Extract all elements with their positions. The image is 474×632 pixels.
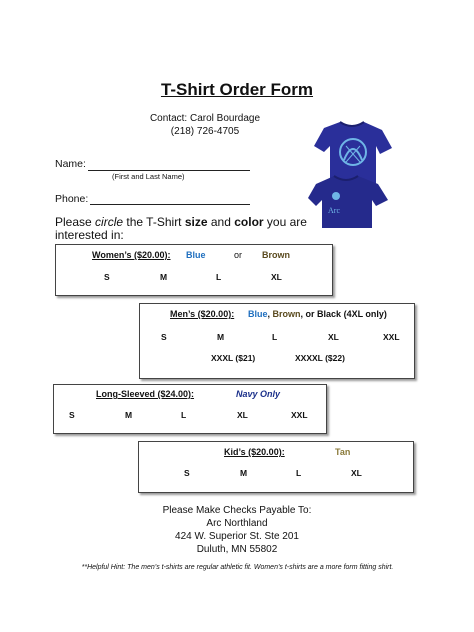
instructions [55, 216, 315, 242]
blue-tshirt-photo [306, 118, 396, 230]
long-size-xl[interactable]: XL [237, 410, 248, 420]
svg-text:Arc: Arc [328, 206, 340, 215]
name-hint: (First and Last Name) [112, 172, 185, 181]
prompt-size: size [184, 215, 208, 229]
womens-size-s[interactable]: S [104, 272, 110, 282]
payment-info [0, 504, 474, 556]
kids-size-l[interactable]: L [296, 468, 302, 478]
tshirt-front-icon [308, 176, 388, 228]
payee-name: Arc Northland [206, 518, 268, 529]
phone-input-line[interactable] [90, 204, 250, 205]
long-size-l[interactable]: L [181, 410, 187, 420]
long-sleeved-box [53, 384, 327, 434]
name-input-line[interactable] [88, 170, 250, 171]
mens-size-s[interactable]: S [161, 332, 167, 342]
mens-4xl: 4XL [346, 309, 363, 319]
kids-box [138, 441, 414, 493]
womens-color-blue[interactable]: Blue [186, 250, 206, 260]
prompt-text-4: you are interested in: [55, 215, 307, 242]
womens-header: Women’s ($20.00): [92, 250, 171, 260]
long-sleeved-header: Long-Sleeved ($24.00): [96, 389, 195, 399]
prompt-text-1: Please [55, 215, 96, 229]
womens-box [55, 244, 333, 296]
long-size-m[interactable]: M [125, 410, 133, 420]
long-size-xxl[interactable]: XXL [291, 410, 308, 420]
payee-street: 424 W. Superior St. Ste 201 [175, 531, 299, 542]
contact-name: Contact: Carol Bourdage [149, 113, 261, 124]
womens-color-brown[interactable]: Brown [262, 250, 290, 260]
form-title: T-Shirt Order Form [160, 80, 314, 99]
mens-close: only) [362, 309, 387, 319]
prompt-text-3: and [207, 215, 235, 229]
mens-size-xxxxl[interactable]: XXXXL ($22) [295, 353, 345, 363]
kids-size-xl[interactable]: XL [351, 468, 362, 478]
kids-color-tan[interactable]: Tan [335, 447, 351, 457]
mens-size-l[interactable]: L [272, 332, 278, 342]
kids-header: Kid’s ($20.00): [224, 447, 285, 457]
kids-size-s[interactable]: S [184, 468, 190, 478]
payee-city: Duluth, MN 55802 [196, 544, 278, 555]
mens-size-xxl[interactable]: XXL [383, 332, 400, 342]
mens-color-blue[interactable]: Blue [248, 309, 268, 319]
mens-size-m[interactable]: M [217, 332, 225, 342]
prompt-text-2: the T-Shirt [123, 215, 185, 229]
mens-size-xl[interactable]: XL [328, 332, 339, 342]
womens-size-m[interactable]: M [160, 272, 168, 282]
contact-phone: (218) 726-4705 [170, 126, 240, 137]
prompt-color: color [234, 215, 264, 229]
contact-info [100, 112, 310, 138]
mens-colors [248, 309, 387, 319]
womens-or: or [234, 250, 243, 260]
mens-header: Men’s ($20.00): [170, 309, 235, 319]
mens-box [139, 303, 415, 379]
phone-label: Phone: [55, 193, 89, 205]
womens-size-l[interactable]: L [216, 272, 222, 282]
mens-comma: , [267, 309, 271, 319]
prompt-circle: circle [95, 215, 124, 229]
name-label: Name: [55, 158, 86, 170]
payable-to-label: Please Make Checks Payable To: [162, 505, 312, 516]
womens-size-xl[interactable]: XL [271, 272, 282, 282]
kids-size-m[interactable]: M [240, 468, 248, 478]
mens-color-brown[interactable]: Brown [272, 309, 301, 319]
mens-color-rest: , or Black ( [300, 309, 347, 319]
long-size-s[interactable]: S [69, 410, 75, 420]
mens-size-xxxl[interactable]: XXXL ($21) [211, 353, 256, 363]
long-sleeved-color-navy[interactable]: Navy Only [236, 389, 281, 399]
fit-hint: **Helpful Hint: The men’s t-shirts are regular athletic fit. Women’s t-shirts are a more form fitting shirt. [81, 564, 394, 571]
